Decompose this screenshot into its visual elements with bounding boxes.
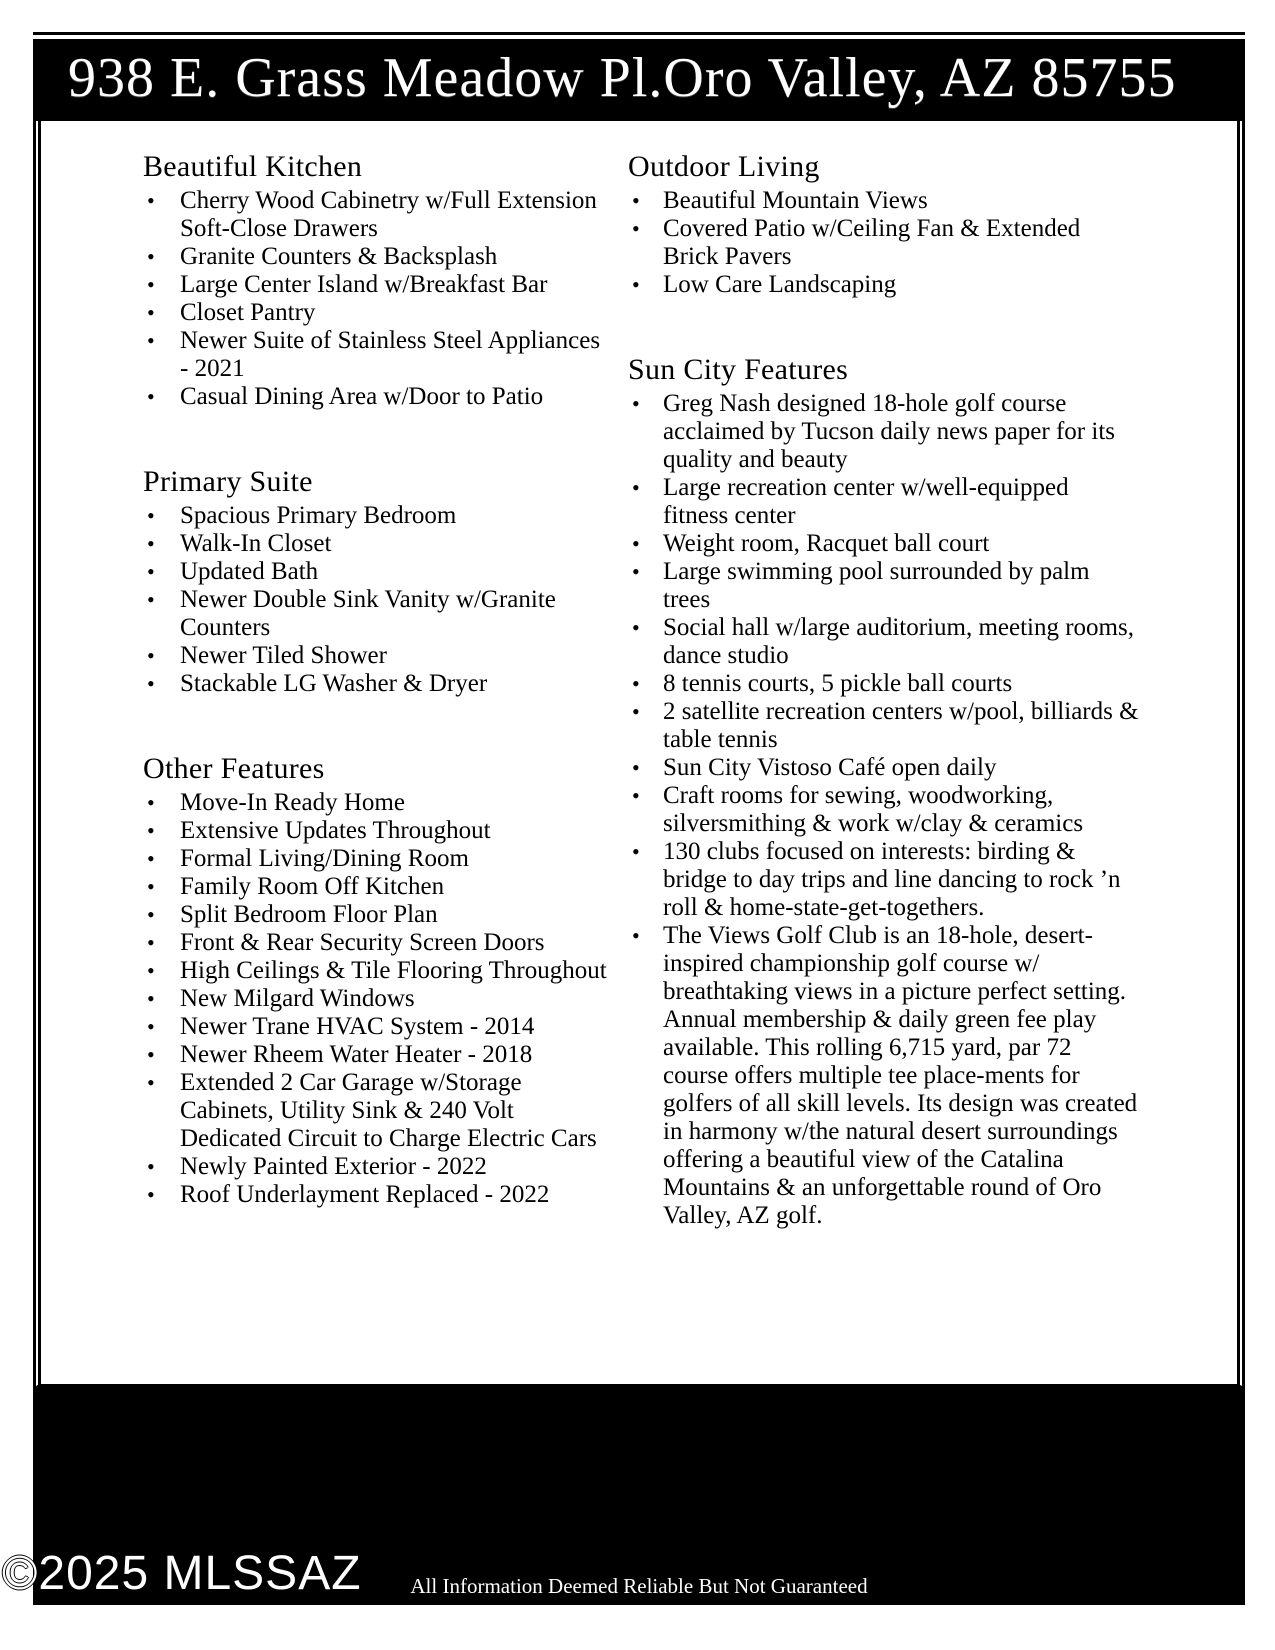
bullet-icon: • — [147, 587, 155, 612]
feature-item — [143, 558, 613, 586]
feature-text: Newer Rheem Water Heater - 2018 — [180, 1041, 533, 1068]
feature-text: Walk-In Closet — [180, 530, 332, 557]
bullet-icon: • — [147, 1182, 155, 1207]
bullet-icon: • — [147, 902, 155, 927]
feature-item — [628, 670, 1140, 698]
bullet-icon: • — [632, 923, 640, 948]
bullet-icon: • — [632, 475, 640, 500]
section-heading: Sun City Features — [628, 353, 849, 386]
bullet-icon: • — [147, 930, 155, 955]
frame-top-rule — [33, 32, 1245, 35]
bullet-icon: • — [147, 790, 155, 815]
header-address: 938 E. Grass Meadow Pl. — [68, 47, 664, 109]
feature-text: 8 tennis courts, 5 pickle ball courts — [663, 670, 1013, 697]
bullet-icon: • — [147, 846, 155, 871]
bullet-icon: • — [147, 328, 155, 353]
feature-item — [143, 985, 613, 1013]
feature-item — [143, 1181, 613, 1209]
bullet-icon: • — [147, 503, 155, 528]
feature-section — [143, 465, 613, 698]
feature-item — [143, 271, 613, 299]
feature-text: Roof Underlayment Replaced - 2022 — [180, 1181, 550, 1208]
feature-item — [143, 901, 613, 929]
feature-item — [143, 670, 613, 698]
feature-item — [143, 502, 613, 530]
feature-item — [143, 845, 613, 873]
feature-text: Extended 2 Car Garage w/Storage Cabinets, Utility Sink & 240 Volt Dedicated Circuit to Charge Electric Cars — [180, 1069, 597, 1152]
feature-item — [143, 929, 613, 957]
feature-item — [143, 383, 613, 411]
feature-text: Closet Pantry — [180, 299, 316, 326]
bullet-icon: • — [147, 1042, 155, 1067]
feature-item — [628, 698, 1140, 754]
bullet-icon: • — [632, 559, 640, 584]
bullet-icon: • — [147, 300, 155, 325]
feature-item — [143, 243, 613, 271]
feature-list — [143, 187, 613, 411]
bullet-icon: • — [147, 671, 155, 696]
bullet-icon: • — [147, 384, 155, 409]
feature-text: Family Room Off Kitchen — [180, 873, 445, 900]
column-left — [143, 150, 613, 1263]
bullet-icon: • — [632, 391, 640, 416]
feature-item — [628, 838, 1140, 922]
feature-text: Spacious Primary Bedroom — [180, 502, 457, 529]
feature-item — [628, 474, 1140, 530]
feature-item — [143, 642, 613, 670]
feature-item — [143, 1013, 613, 1041]
feature-text: Low Care Landscaping — [663, 271, 897, 298]
bullet-icon: • — [632, 699, 640, 724]
section-heading: Other Features — [143, 752, 325, 785]
bullet-icon: • — [147, 874, 155, 899]
bullet-icon: • — [632, 615, 640, 640]
feature-text: Newer Suite of Stainless Steel Appliances - 2021 — [180, 327, 601, 382]
feature-item — [628, 754, 1140, 782]
bullet-icon: • — [147, 818, 155, 843]
bullet-icon: • — [632, 839, 640, 864]
feature-text: Move-In Ready Home — [180, 789, 405, 816]
column-right — [628, 150, 1140, 1284]
header-band — [33, 39, 1245, 121]
feature-section — [143, 150, 613, 411]
feature-text: Newer Double Sink Vanity w/Granite Counters — [180, 586, 556, 641]
feature-item — [628, 271, 1140, 299]
feature-text: 2 satellite recreation centers w/pool, billiards & table tennis — [663, 698, 1139, 753]
bullet-icon: • — [632, 755, 640, 780]
feature-item — [143, 1041, 613, 1069]
feature-item — [628, 187, 1140, 215]
bullet-icon: • — [147, 272, 155, 297]
header-city: Oro Valley, AZ 85755 — [663, 47, 1177, 109]
feature-item — [143, 817, 613, 845]
feature-list — [143, 789, 613, 1209]
feature-item — [143, 873, 613, 901]
feature-text: High Ceilings & Tile Flooring Throughout — [180, 957, 607, 984]
feature-text: Large swimming pool surrounded by palm trees — [663, 558, 1090, 613]
bullet-icon: • — [147, 559, 155, 584]
feature-item — [628, 614, 1140, 670]
feature-text: Greg Nash designed 18-hole golf course acclaimed by Tucson daily news paper for its quality and beauty — [663, 390, 1115, 473]
feature-text: New Milgard Windows — [180, 985, 415, 1012]
feature-text: Social hall w/large auditorium, meeting rooms, dance studio — [663, 614, 1134, 669]
section-heading: Beautiful Kitchen — [143, 150, 363, 183]
feature-item — [628, 782, 1140, 838]
feature-text: Split Bedroom Floor Plan — [180, 901, 438, 928]
feature-text: Sun City Vistoso Café open daily — [663, 754, 997, 781]
feature-section — [628, 353, 1140, 1230]
feature-text: Newly Painted Exterior - 2022 — [180, 1153, 487, 1180]
feature-section — [628, 150, 1140, 299]
feature-item — [143, 957, 613, 985]
bullet-icon: • — [632, 216, 640, 241]
feature-item — [143, 1069, 613, 1153]
feature-item — [143, 187, 613, 243]
bullet-icon: • — [147, 643, 155, 668]
copyright-text: ©2025 MLSSAZ — [2, 1547, 362, 1600]
feature-item — [143, 530, 613, 558]
bullet-icon: • — [632, 272, 640, 297]
feature-item — [628, 558, 1140, 614]
feature-item — [143, 299, 613, 327]
feature-text: Updated Bath — [180, 558, 319, 585]
feature-text: Front & Rear Security Screen Doors — [180, 929, 545, 956]
feature-text: Granite Counters & Backsplash — [180, 243, 498, 270]
bullet-icon: • — [632, 783, 640, 808]
disclaimer-text: All Information Deemed Reliable But Not Guaranteed — [410, 1574, 868, 1598]
feature-text: Extensive Updates Throughout — [180, 817, 491, 844]
bullet-icon: • — [632, 188, 640, 213]
section-heading: Primary Suite — [143, 465, 313, 498]
bullet-icon: • — [147, 986, 155, 1011]
feature-item — [628, 390, 1140, 474]
feature-text: Newer Tiled Shower — [180, 642, 387, 669]
bullet-icon: • — [147, 1070, 155, 1095]
feature-text: Cherry Wood Cabinetry w/Full Extension Soft-Close Drawers — [180, 187, 597, 242]
bullet-icon: • — [632, 671, 640, 696]
bullet-icon: • — [632, 531, 640, 556]
bullet-icon: • — [147, 958, 155, 983]
feature-text: Craft rooms for sewing, woodworking, silversmithing & work w/clay & ceramics — [663, 782, 1084, 837]
feature-text: Large recreation center w/well-equipped fitness center — [663, 474, 1069, 529]
feature-text: Newer Trane HVAC System - 2014 — [180, 1013, 535, 1040]
feature-text: Large Center Island w/Breakfast Bar — [180, 271, 548, 298]
feature-item — [143, 789, 613, 817]
bullet-icon: • — [147, 531, 155, 556]
section-heading: Outdoor Living — [628, 150, 820, 183]
feature-text: Beautiful Mountain Views — [663, 187, 928, 214]
feature-item — [143, 327, 613, 383]
feature-text: Stackable LG Washer & Dryer — [180, 670, 488, 697]
bullet-icon: • — [147, 1154, 155, 1179]
feature-text: The Views Golf Club is an 18-hole, desert-inspired championship golf course w/ breathtaking views in a picture perfect setting. Annual membership & daily green fee play available. This rolling 6,715 yard, par 72 course offers multiple tee place-ments for golfers of all skill levels. Its design was created in harmony w/the natural desert surroundings offering a beautiful view of the Catalina Mountains & an unforgettable round of Oro Valley, AZ golf. — [663, 922, 1138, 1229]
feature-text: Casual Dining Area w/Door to Patio — [180, 383, 544, 410]
bullet-icon: • — [147, 188, 155, 213]
feature-section — [143, 752, 613, 1209]
feature-list — [628, 187, 1140, 299]
feature-text: 130 clubs focused on interests: birding & bridge to day trips and line dancing to rock ’n roll & home-state-get-togethers. — [663, 838, 1121, 921]
feature-text: Formal Living/Dining Room — [180, 845, 469, 872]
bullet-icon: • — [147, 1014, 155, 1039]
feature-text: Weight room, Racquet ball court — [663, 530, 990, 557]
feature-item — [143, 586, 613, 642]
feature-list — [628, 390, 1140, 1230]
feature-item — [143, 1153, 613, 1181]
feature-text: Covered Patio w/Ceiling Fan & Extended Brick Pavers — [663, 215, 1081, 270]
feature-item — [628, 215, 1140, 271]
bullet-icon: • — [147, 244, 155, 269]
feature-item — [628, 922, 1140, 1230]
feature-list — [143, 502, 613, 698]
feature-item — [628, 530, 1140, 558]
